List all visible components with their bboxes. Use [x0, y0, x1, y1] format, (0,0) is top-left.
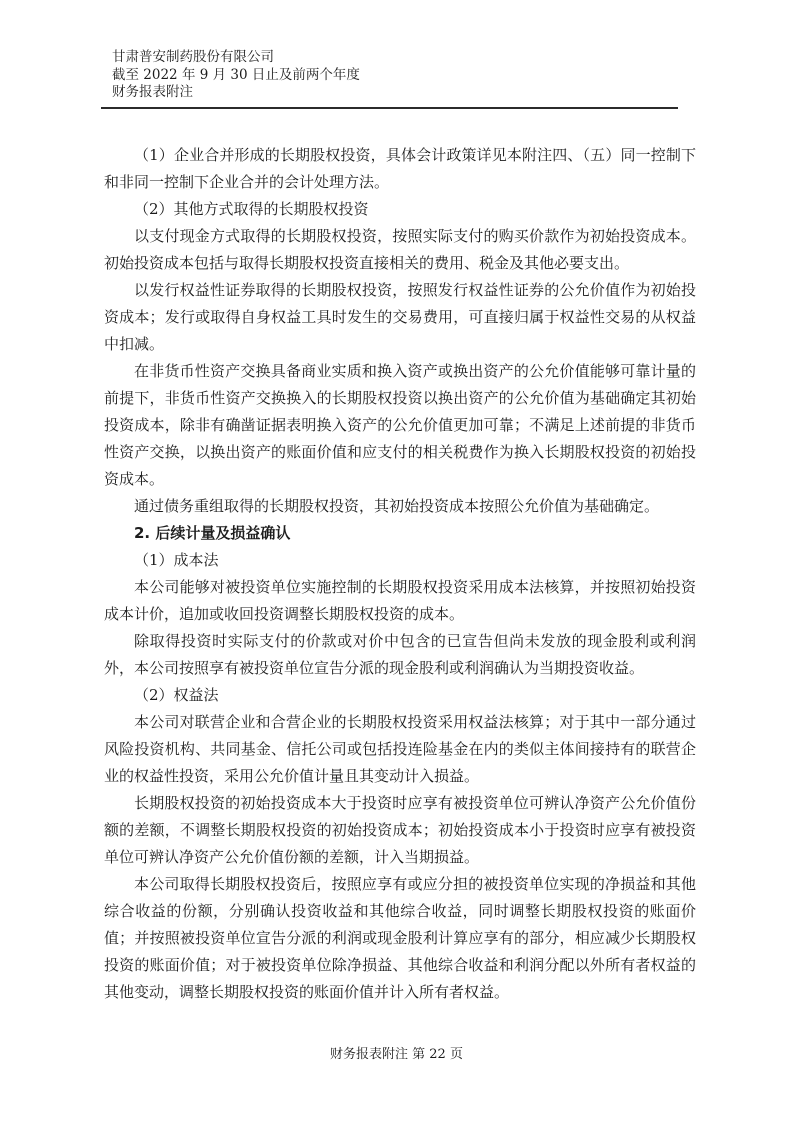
paragraph: 通过债务重组取得的长期股权投资，其初始投资成本按照公允价值为基础确定。: [134, 497, 660, 515]
paragraph: 在非货币性资产交换具备商业实质和换入资产或换出资产的公允价值能够可靠计量的前提下，非货币性资产交换换入的长期股权投资以换出资产的公允价值为基础确定其初始投资成本，除非有确凿证据表明换入资产的公允价值更加可靠；不满足上述前提的非货币性资产交换，以换出资产的账面价值和应支付的相关税费作为换入长期股权投资的初始投资成本。: [104, 362, 696, 488]
paragraph: （1）成本法: [134, 551, 219, 569]
paragraph: （2）其他方式取得的长期股权投资: [134, 200, 369, 218]
paragraph: 本公司对联营企业和合营企业的长期股权投资采用权益法核算；对于其中一部分通过风险投资机构、共同基金、信托公司或包括投连险基金在内的类似主体间接持有的联营企业的权益性投资，采用公允价值计量且其变动计入损益。: [104, 713, 696, 785]
paragraph: 以发行权益性证券取得的长期股权投资，按照发行权益性证券的公允价值作为初始投资成本；发行或取得自身权益工具时发生的交易费用，可直接归属于权益性交易的从权益中扣减。: [104, 281, 696, 353]
section-heading: 2. 后续计量及损益确认: [134, 524, 291, 542]
footer-page-label: 财务报表附注 第 22 页: [330, 1047, 463, 1062]
header-period-line: 截至 2022 年 9 月 30 日止及前两个年度: [112, 66, 360, 83]
paragraph: 本公司能够对被投资单位实施控制的长期股权投资采用成本法核算，并按照初始投资成本计价，追加或收回投资调整长期股权投资的成本。: [104, 578, 696, 623]
header-rule: [101, 107, 678, 109]
paragraph: 除取得投资时实际支付的价款或对价中包含的已宣告但尚未发放的现金股利或利润外，本公司按照享有被投资单位宣告分派的现金股利或利润确认为当期投资收益。: [104, 632, 696, 677]
page-header: [112, 49, 360, 102]
page-footer: [0, 1043, 793, 1062]
paragraph: （2）权益法: [134, 686, 219, 704]
paragraph: （1）企业合并形成的长期股权投资，具体会计政策详见本附注四、（五）同一控制下和非同一控制下企业合并的会计处理方法。: [104, 146, 696, 191]
header-company-name: 甘肃普安制药股份有限公司: [112, 49, 274, 65]
header-doc-title: 财务报表附注: [112, 84, 193, 100]
paragraph: 长期股权投资的初始投资成本大于投资时应享有被投资单位可辨认净资产公允价值份额的差额，不调整长期股权投资的初始投资成本；初始投资成本小于投资时应享有被投资单位可辨认净资产公允价值份额的差额，计入当期损益。: [104, 794, 696, 866]
paragraph: 本公司取得长期股权投资后，按照应享有或应分担的被投资单位实现的净损益和其他综合收益的份额，分别确认投资收益和其他综合收益，同时调整长期股权投资的账面价值；并按照被投资单位宣告分派的利润或现金股利计算应享有的部分，相应减少长期股权投资的账面价值；对于被投资单位除净损益、其他综合收益和利润分配以外所有者权益的其他变动，调整长期股权投资的账面价值并计入所有者权益。: [104, 875, 696, 1001]
paragraph: 以支付现金方式取得的长期股权投资，按照实际支付的购买价款作为初始投资成本。初始投资成本包括与取得长期股权投资直接相关的费用、税金及其他必要支出。: [104, 227, 696, 272]
document-body: [104, 142, 696, 1006]
